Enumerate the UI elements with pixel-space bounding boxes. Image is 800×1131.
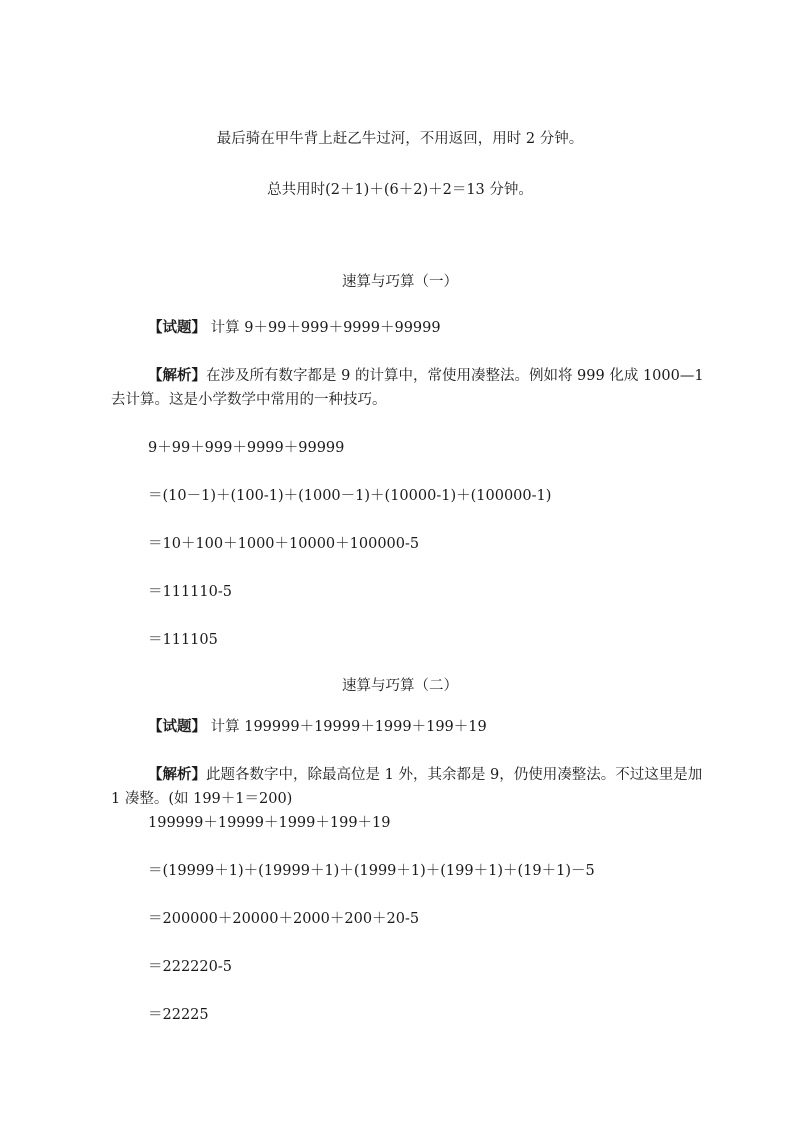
section1-title: 速算与巧算（一） bbox=[342, 274, 458, 290]
question-tag: 【试题】 bbox=[148, 319, 206, 336]
section2-title: 速算与巧算（二） bbox=[342, 678, 458, 694]
section1-question bbox=[148, 318, 441, 338]
section1-analysis-line-1 bbox=[148, 366, 704, 386]
section2-step-5: ＝22225 bbox=[148, 1007, 209, 1023]
section2-question bbox=[148, 717, 487, 737]
intro-line-1: 最后骑在甲牛背上赶乙牛过河，不用返回，用时 2 分钟。 bbox=[216, 131, 584, 147]
section2-analysis-line-1 bbox=[148, 765, 702, 785]
analysis-text: 在涉及所有数字都是 9 的计算中，常使用凑整法。例如将 999 化成 1000—1 bbox=[206, 368, 704, 384]
section1-analysis-line-2: 去计算。这是小学数学中常用的一种技巧。 bbox=[111, 392, 387, 408]
section2-step-2: ＝(19999＋1)＋(19999＋1)＋(1999＋1)＋(199＋1)＋(19＋1)－5 bbox=[148, 863, 595, 879]
section2-step-3: ＝200000＋20000＋2000＋200＋20-5 bbox=[148, 911, 420, 927]
analysis-text: 此题各数字中，除最高位是 1 外，其余都是 9，仍使用凑整法。不过这里是加 bbox=[206, 767, 703, 783]
section1-step-1: 9＋99＋999＋9999＋99999 bbox=[148, 440, 345, 456]
section2-step-4: ＝222220-5 bbox=[148, 959, 232, 975]
section1-step-4: ＝111110-5 bbox=[148, 584, 232, 600]
section2-analysis-line-2: 1 凑整。(如 199＋1＝200) bbox=[111, 791, 293, 807]
question-text: 计算 199999＋19999＋1999＋199＋19 bbox=[206, 719, 487, 735]
section1-step-2: ＝(10－1)＋(100-1)＋(1000－1)＋(10000-1)＋(100000-1) bbox=[148, 488, 552, 504]
question-tag: 【试题】 bbox=[148, 718, 206, 735]
analysis-tag: 【解析】 bbox=[148, 766, 206, 783]
section1-step-3: ＝10＋100＋1000＋10000＋100000-5 bbox=[148, 536, 420, 552]
intro-line-2: 总共用时(2＋1)＋(6＋2)＋2＝13 分钟。 bbox=[267, 182, 533, 198]
section2-step-1: 199999＋19999＋1999＋199＋19 bbox=[148, 815, 391, 831]
question-text: 计算 9＋99＋999＋9999＋99999 bbox=[206, 320, 441, 336]
section1-step-5: ＝111105 bbox=[148, 632, 218, 648]
analysis-tag: 【解析】 bbox=[148, 367, 206, 384]
